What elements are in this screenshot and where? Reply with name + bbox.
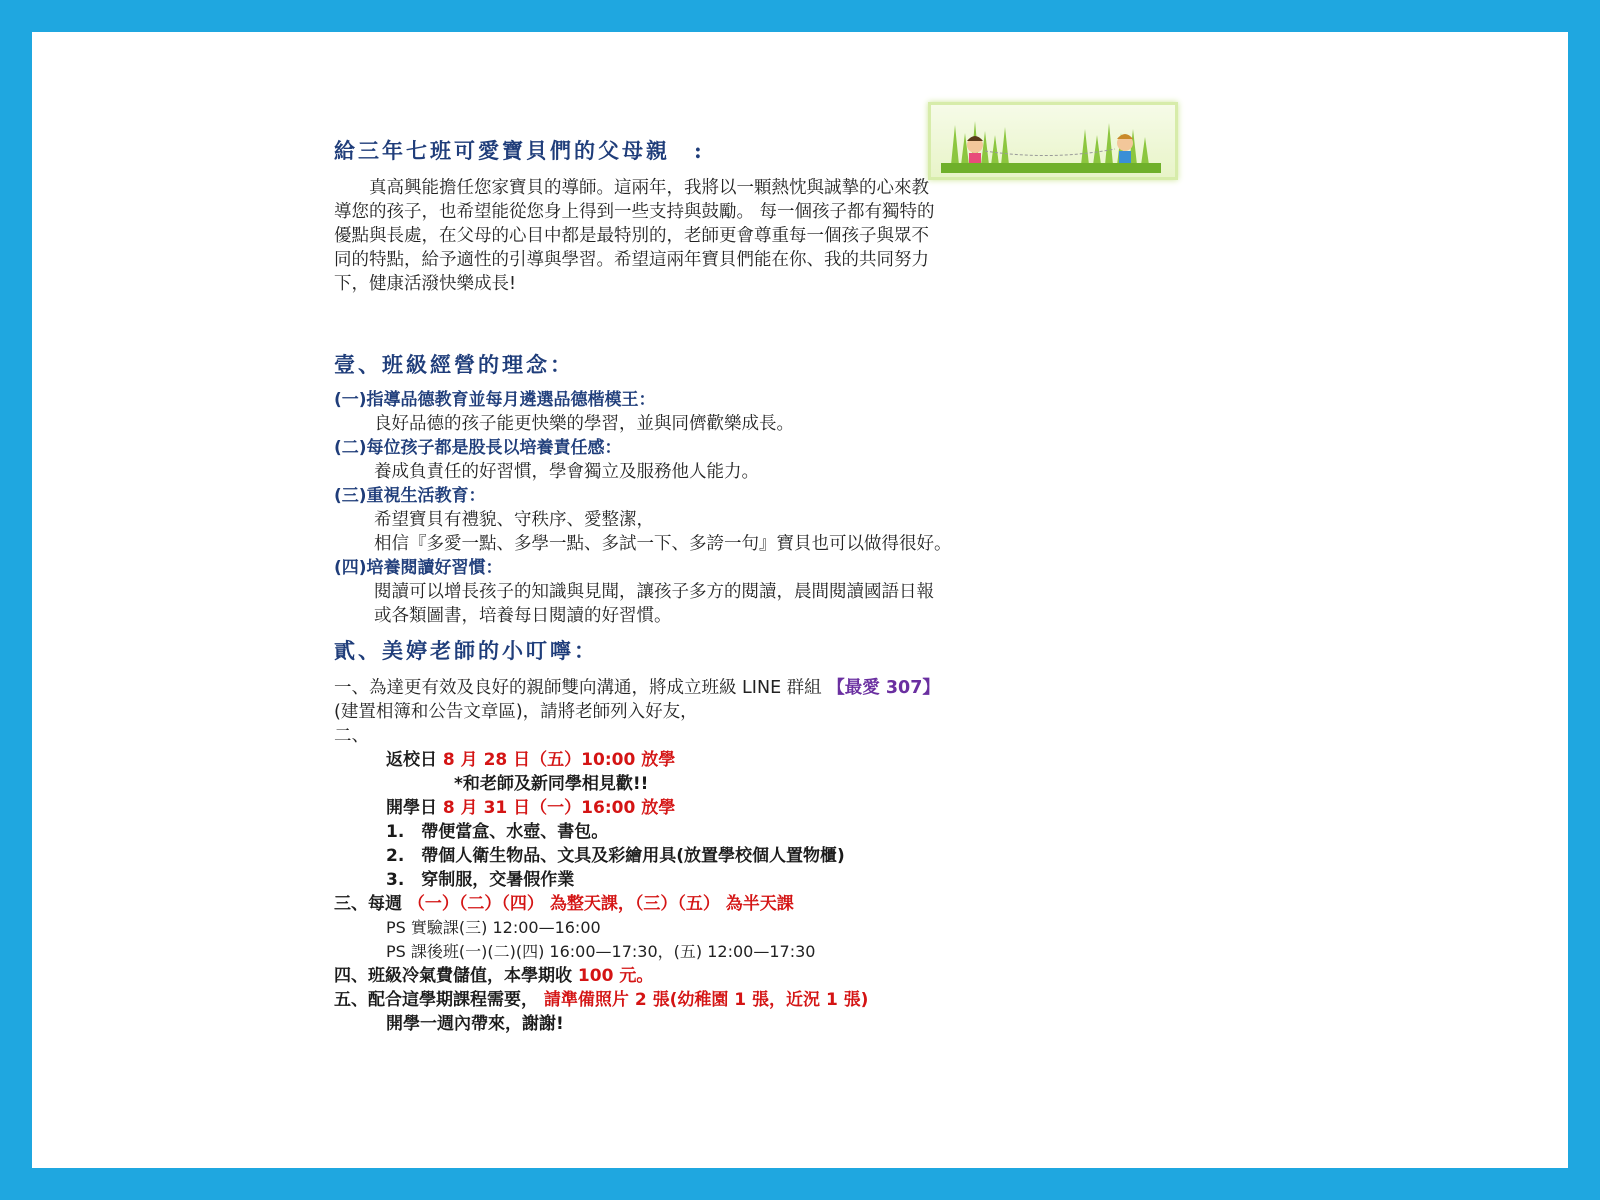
item3-line — [334, 892, 794, 916]
section1-text: 或各類圖書，培養每日閱讀的好習慣。 — [374, 606, 672, 626]
letter-title: 給三年七班可愛寶貝們的父母親 : — [334, 138, 705, 163]
section1-text: 閱讀可以增長孩子的知識與見聞，讓孩子多方的閱讀，晨間閱讀國語日報 — [374, 582, 934, 602]
return-day-note: *和老師及新同學相見歡!! — [454, 774, 649, 794]
item4-text: 四、班級冷氣費儲值，本學期收 — [334, 966, 572, 986]
start-day-label: 開學日 — [386, 798, 437, 818]
item3-label: 三、每週 — [334, 894, 402, 914]
start-item: 1. 帶便當盒、水壺、書包。 — [386, 822, 609, 842]
children-clipart-icon — [928, 102, 1178, 180]
section1-text: 希望寶貝有禮貌、守秩序、愛整潔， — [374, 510, 654, 530]
item5-line2: 開學一週內帶來，謝謝! — [386, 1014, 564, 1034]
document-page — [32, 32, 1568, 1168]
item3-ps2: PS 課後班(一)(二)(四) 16:00—17:30，(五) 12:00—17:30 — [386, 942, 816, 961]
item4-fee: 100 元。 — [577, 966, 654, 986]
section1-heading: (一)指導品德教育並每月遴選品德楷模王： — [334, 390, 656, 410]
item5-photos: 請準備照片 2 張(幼稚園 1 張，近況 1 張) — [543, 990, 869, 1010]
intro-line: 同的特點，給予適性的引導與學習。希望這兩年寶貝們能在你、我的共同努力 — [334, 250, 929, 270]
start-item: 3. 穿制服，交暑假作業 — [386, 870, 575, 890]
intro-line: 真高興能擔任您家寶貝的導師。這兩年，我將以一顆熱忱與誠摯的心來教 — [334, 178, 929, 198]
intro-line: 優點與長處，在父母的心目中都是最特別的，老師更會尊重每一個孩子與眾不 — [334, 226, 929, 246]
item3-ps1: PS 實驗課(三) 12:00—16:00 — [386, 918, 601, 937]
section1-text: 良好品德的孩子能更快樂的學習，並與同儕歡樂成長。 — [374, 414, 794, 434]
section2-title: 貳、美婷老師的小叮嚀： — [334, 638, 598, 663]
item1-text: 一、為達更有效及良好的親師雙向溝通，將成立班級 LINE 群組 — [334, 678, 822, 698]
start-item: 2. 帶個人衛生物品、文具及彩繪用具(放置學校個人置物櫃) — [386, 846, 845, 866]
return-day-date: 8 月 28 日（五）10:00 放學 — [442, 750, 676, 770]
item2-label: 二、 — [334, 726, 369, 746]
return-day-label: 返校日 — [386, 750, 437, 770]
section1-heading: (四)培養閱讀好習慣： — [334, 558, 503, 578]
item4-line — [334, 964, 653, 988]
section1-text: 養成負責任的好習慣，學會獨立及服務他人能力。 — [374, 462, 759, 482]
item5-line — [334, 988, 868, 1012]
line-group-name: 【最愛 307】 — [827, 678, 940, 698]
section1-text: 相信『多愛一點、多學一點、多試一下、多誇一句』寶貝也可以做得很好。 — [374, 534, 952, 554]
start-day-line — [386, 796, 675, 820]
intro-line: 下，健康活潑快樂成長! — [334, 274, 517, 294]
start-day-date: 8 月 31 日（一）16:00 放學 — [442, 798, 676, 818]
intro-line: 導您的孩子，也希望能從您身上得到一些支持與鼓勵。 每一個孩子都有獨特的 — [334, 202, 935, 222]
section1-heading: (二)每位孩子都是股長以培養責任感： — [334, 438, 622, 458]
item5-text: 五、配合這學期課程需要， — [334, 990, 538, 1010]
item1-line2: (建置相簿和公告文章區)，請將老師列入好友， — [334, 702, 698, 722]
section1-title: 壹、班級經營的理念： — [334, 352, 574, 377]
return-day-line — [386, 748, 675, 772]
item3-schedule: （一）（二）（四） 為整天課，（三）（五） 為半天課 — [407, 894, 794, 914]
section1-heading: (三)重視生活教育： — [334, 486, 486, 506]
item1-line — [334, 676, 940, 700]
